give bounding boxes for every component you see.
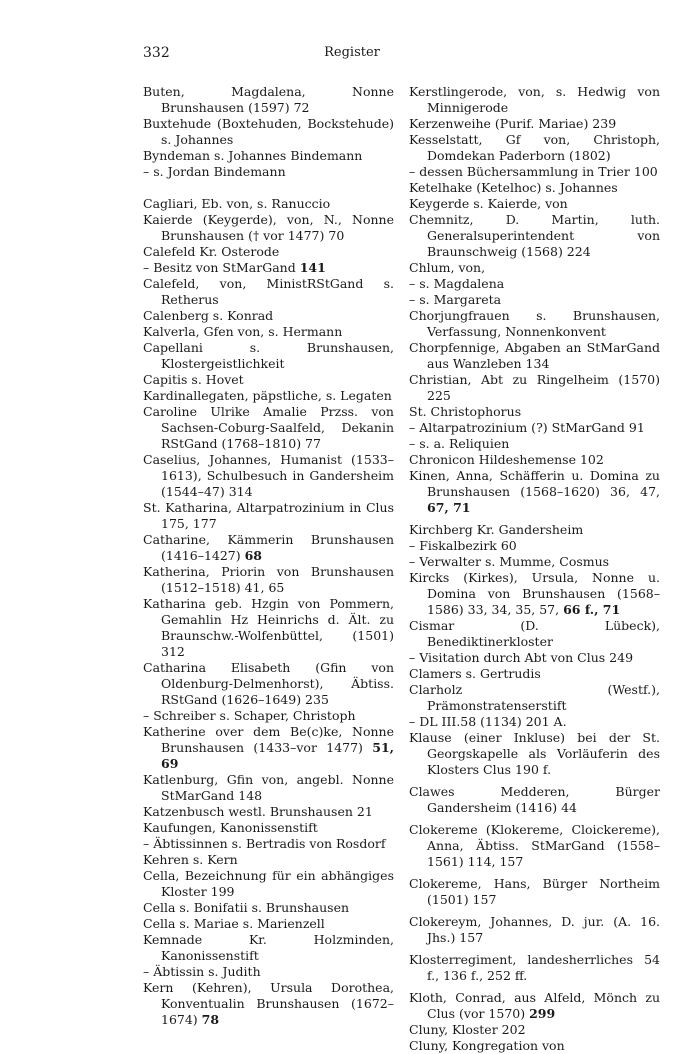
index-entry xyxy=(143,900,394,916)
index-entry xyxy=(143,276,394,308)
entry-text: St. Katharina, Altarpatrozinium in Clus 175, 177 xyxy=(143,500,394,531)
index-entry xyxy=(143,452,394,500)
entry-text: Caroline Ulrike Amalie Przss. von Sachsen-Coburg-Saalfeld, Dekanin RStGand (1768–1810) 77 xyxy=(143,404,394,451)
index-entry xyxy=(409,876,660,908)
index-entry xyxy=(409,116,660,132)
index-entry xyxy=(409,292,660,308)
entry-text: Ketelhake (Ketelhoc) s. Johannes xyxy=(409,180,618,195)
index-entry xyxy=(409,538,660,554)
index-entry xyxy=(143,724,394,772)
section-gap xyxy=(143,180,394,196)
entry-text: Kardinallegaten, päpstliche, s. Legaten xyxy=(143,388,392,403)
index-entry xyxy=(143,964,394,980)
index-entry xyxy=(409,554,660,570)
entry-text: – s. Jordan Bindemann xyxy=(143,164,286,179)
entry-text: – dessen Büchersammlung in Trier 100 xyxy=(409,164,658,179)
entry-text: Kerstlingerode, von, s. Hedwig von Minnigerode xyxy=(409,84,660,115)
index-entry xyxy=(409,522,660,538)
entry-text: Byndeman s. Johannes Bindemann xyxy=(143,148,363,163)
entry-text: Cella s. Bonifatii s. Brunshausen xyxy=(143,900,350,915)
entry-text: Cagliari, Eb. von, s. Ranuccio xyxy=(143,196,331,211)
index-entry xyxy=(409,650,660,666)
index-entry xyxy=(409,666,660,682)
entry-text: Klause (einer Inkluse) bei der St. Georgskapelle als Vorläuferin des Klosters Clus 190 f. xyxy=(409,730,660,777)
entry-text: Buten, Magdalena, Nonne Brunshausen (1597) 72 xyxy=(143,84,394,115)
index-entry xyxy=(143,596,394,660)
right-column xyxy=(409,84,660,1054)
index-entry xyxy=(143,772,394,804)
index-entry xyxy=(143,532,394,564)
entry-text: Clokereme (Klokereme, Cloickereme), Anna, Äbtiss. StMarGand (1558–1561) 114, 157 xyxy=(409,822,660,869)
left-column xyxy=(143,84,394,1028)
entry-text: Katherina, Priorin von Brunshausen (1512–1518) 41, 65 xyxy=(143,564,394,595)
index-entry xyxy=(409,180,660,196)
entry-text: Klosterregiment, landesherrliches 54 f., 136 f., 252 ff. xyxy=(409,952,660,983)
index-entry xyxy=(143,164,394,180)
entry-text: Caselius, Johannes, Humanist (1533–1613), Schulbesuch in Gandersheim (1544–47) 314 xyxy=(143,452,394,499)
entry-text: – Altarpatrozinium (?) StMarGand 91 xyxy=(409,420,645,435)
index-entry xyxy=(409,276,660,292)
entry-bold-pages: 51, 69 xyxy=(161,740,394,771)
index-entry xyxy=(143,980,394,1028)
index-entry xyxy=(409,420,660,436)
entry-text: Kircks (Kirkes), Ursula, Nonne u. Domina von Brunshausen (1568–1586) 33, 34, 35, 57, xyxy=(409,570,660,617)
entry-bold-pages: 78 xyxy=(201,1012,220,1027)
entry-text: Christian, Abt zu Ringelheim (1570) 225 xyxy=(409,372,660,403)
entry-text: Katharina geb. Hzgin von Pommern, Gemahlin Hz Heinrichs d. Ält. zu Braunschw.-Wolfenbüttel, (1501) 312 xyxy=(143,596,394,659)
entry-text: – Äbtissin s. Judith xyxy=(143,964,261,979)
entry-text: Cella, Bezeichnung für ein abhängiges Kloster 199 xyxy=(143,868,394,899)
entry-text: Cella s. Mariae s. Marienzell xyxy=(143,916,325,931)
entry-text: Calefeld Kr. Osterode xyxy=(143,244,280,259)
index-entry xyxy=(409,468,660,516)
index-entry xyxy=(143,564,394,596)
entry-text: Chemnitz, D. Martin, luth. Generalsuperintendent von Braunschweig (1568) 224 xyxy=(409,212,660,259)
index-entry xyxy=(143,708,394,724)
entry-text: Chronicon Hildeshemense 102 xyxy=(409,452,604,467)
entry-text: – Fiskalbezirk 60 xyxy=(409,538,517,553)
entry-text: Chorpfennige, Abgaben an StMarGand aus Wanzleben 134 xyxy=(409,340,660,371)
entry-text: Capitis s. Hovet xyxy=(143,372,244,387)
index-entry xyxy=(409,682,660,714)
entry-text: – DL III.58 (1134) 201 A. xyxy=(409,714,567,729)
entry-text: – Schreiber s. Schaper, Christoph xyxy=(143,708,356,723)
entry-text: Kemnade Kr. Holzminden, Kanonissenstift xyxy=(143,932,394,963)
index-entry xyxy=(143,148,394,164)
entry-text: Kehren s. Kern xyxy=(143,852,238,867)
index-entry xyxy=(143,404,394,452)
index-entry xyxy=(409,714,660,730)
index-entry xyxy=(409,132,660,164)
index-entry xyxy=(409,1038,660,1054)
index-entry xyxy=(409,914,660,946)
index-entry xyxy=(409,618,660,650)
index-entry xyxy=(143,868,394,900)
index-entry xyxy=(409,404,660,420)
entry-text: Catharina Elisabeth (Gfin von Oldenburg-Delmenhorst), Äbtiss. RStGand (1626–1649) 235 xyxy=(143,660,394,707)
index-entry xyxy=(143,372,394,388)
index-entry xyxy=(409,196,660,212)
index-entry xyxy=(409,436,660,452)
entry-bold-pages: 141 xyxy=(299,260,326,275)
index-entry xyxy=(143,260,394,276)
index-entry xyxy=(409,570,660,618)
index-entry xyxy=(409,452,660,468)
index-entry xyxy=(143,852,394,868)
entry-text: Kalverla, Gfen von, s. Hermann xyxy=(143,324,343,339)
entry-text: Calenberg s. Konrad xyxy=(143,308,274,323)
index-entry xyxy=(143,116,394,148)
index-entry xyxy=(409,990,660,1022)
entry-text: Catharine, Kämmerin Brunshausen (1416–1427) xyxy=(143,532,394,563)
entry-text: Cismar (D. Lübeck), Benediktinerkloster xyxy=(409,618,660,649)
index-entry xyxy=(143,84,394,116)
entry-text: Kaufungen, Kanonissenstift xyxy=(143,820,318,835)
entry-text: Kern (Kehren), Ursula Dorothea, Konventualin Brunshausen (1672–1674) xyxy=(143,980,394,1027)
entry-text: Katherine over dem Be(c)ke, Nonne Brunshausen (1433–vor 1477) xyxy=(143,724,394,755)
entry-text: Kirchberg Kr. Gandersheim xyxy=(409,522,584,537)
index-entry xyxy=(143,660,394,708)
index-entry xyxy=(409,340,660,372)
entry-text: Katlenburg, Gfin von, angebl. Nonne StMarGand 148 xyxy=(143,772,394,803)
entry-text: – s. Magdalena xyxy=(409,276,505,291)
page-header xyxy=(143,45,561,65)
index-entry xyxy=(409,84,660,116)
entry-text: Chlum, von, xyxy=(409,260,486,275)
index-entry xyxy=(143,804,394,820)
index-entry xyxy=(409,212,660,260)
index-entry xyxy=(143,916,394,932)
entry-text: Keygerde s. Kaierde, von xyxy=(409,196,568,211)
entry-text: Clokereme, Hans, Bürger Northeim (1501) 157 xyxy=(409,876,660,907)
index-entry xyxy=(143,324,394,340)
index-entry xyxy=(143,388,394,404)
entry-text: Chorjungfrauen s. Brunshausen, Verfassung, Nonnenkonvent xyxy=(409,308,660,339)
entry-text: Capellani s. Brunshausen, Klostergeistlichkeit xyxy=(143,340,394,371)
index-entry xyxy=(143,212,394,244)
running-title: Register xyxy=(324,45,380,60)
index-entry xyxy=(143,500,394,532)
index-entry xyxy=(409,1022,660,1038)
index-entry xyxy=(143,196,394,212)
index-entry xyxy=(143,836,394,852)
entry-text: Calefeld, von, MinistRStGand s. Retherus xyxy=(143,276,394,307)
index-entry xyxy=(409,822,660,870)
entry-text: Katzenbusch westl. Brunshausen 21 xyxy=(143,804,373,819)
index-entry xyxy=(409,260,660,276)
entry-bold-pages: 299 xyxy=(529,1006,556,1021)
entry-text: Cluny, Kloster 202 xyxy=(409,1022,526,1037)
index-entry xyxy=(409,730,660,778)
entry-text: Clarholz (Westf.), Prämonstratenserstift xyxy=(409,682,660,713)
entry-text: Cluny, Kongregation von xyxy=(409,1038,565,1053)
entry-bold-pages: 68 xyxy=(244,548,263,563)
entry-text: Kesselstatt, Gf von, Christoph, Domdekan Paderborn (1802) xyxy=(409,132,660,163)
entry-text: – s. a. Reliquien xyxy=(409,436,510,451)
index-entry xyxy=(409,784,660,816)
entry-text: Clamers s. Gertrudis xyxy=(409,666,541,681)
entry-text: Kaierde (Keygerde), von, N., Nonne Brunshausen († vor 1477) 70 xyxy=(143,212,394,243)
entry-bold-pages: 66 f., 71 xyxy=(563,602,621,617)
index-entry xyxy=(143,820,394,836)
entry-text: Buxtehude (Boxtehuden, Bockstehude) s. Johannes xyxy=(143,116,394,147)
entry-text: – Besitz von StMarGand xyxy=(143,260,300,275)
entry-text: Kinen, Anna, Schäfferin u. Domina zu Brunshausen (1568–1620) 36, 47, xyxy=(409,468,660,499)
entry-text: – Äbtissinnen s. Bertradis von Rosdorf xyxy=(143,836,386,851)
index-entry xyxy=(143,308,394,324)
index-entry xyxy=(409,952,660,984)
index-entry xyxy=(409,164,660,180)
entry-text: – s. Margareta xyxy=(409,292,502,307)
entry-bold-pages: 67, 71 xyxy=(427,500,471,515)
index-entry xyxy=(409,308,660,340)
index-entry xyxy=(409,372,660,404)
entry-text: Kloth, Conrad, aus Alfeld, Mönch zu Clus (vor 1570) xyxy=(409,990,660,1021)
page-number: 332 xyxy=(143,45,170,61)
entry-text: St. Christophorus xyxy=(409,404,522,419)
entry-text: – Visitation durch Abt von Clus 249 xyxy=(409,650,634,665)
entry-text: – Verwalter s. Mumme, Cosmus xyxy=(409,554,610,569)
index-entry xyxy=(143,932,394,964)
entry-text: Clokereym, Johannes, D. jur. (A. 16. Jhs.) 157 xyxy=(409,914,660,945)
index-entry xyxy=(143,244,394,260)
index-entry xyxy=(143,340,394,372)
entry-text: Kerzenweihe (Purif. Mariae) 239 xyxy=(409,116,617,131)
entry-text: Clawes Medderen, Bürger Gandersheim (1416) 44 xyxy=(409,784,660,815)
